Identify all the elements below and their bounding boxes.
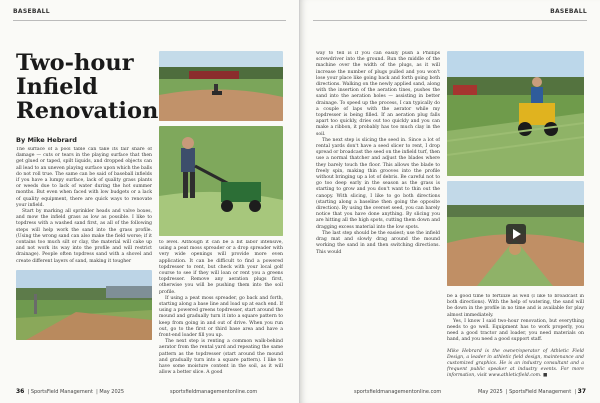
page-number: 37	[577, 388, 586, 395]
photo-push-aerator	[159, 126, 283, 236]
header-rule	[313, 20, 587, 21]
issue-date: May 2025	[477, 389, 503, 395]
paragraph: Start by marking all sprinkler heads and valve boxes, and mow the infield grass as low as possible. I like to topdress with a washed sand first, as all of the following steps will help work the sand into the grass profile. (Using the wrong sand can also make the field worse; if it contains too much silt or clay, the material will cake up and not work its way into the profile and will restrict drainage). People often topdress sand with a shovel and create different layers of sand, making it tougher	[16, 209, 152, 264]
paragraph: The last step should be the easiest; use the infield drag mat and slowly drag around the mound working the sand in and then switching directions. This would	[316, 230, 440, 255]
paragraph: way to tell is if you can easily push a Phillips screwdriver into the ground. Run the middle of the machine over the width of the plugs, as it will increase the number of plugs pulled and you won't lose your place like going back and forth going both directions. Walking on the newly applied sand, along with the insertion of the aeration tines, pushes the sand into the aeration holes — assisting in better drainage. To speed up the process, I can typically do a couple of laps with the aerator while my topdresser is being filled. If an aeration plug falls apart too quickly, dries out too quickly and you can make a ribbon, it probably has too much clay in the soil.	[316, 51, 440, 137]
byline: By Mike Hebrard	[16, 136, 77, 144]
left-column-1	[16, 147, 152, 269]
left-footer: 36 | SportsField Management | May 2025	[16, 388, 125, 395]
page-number: 36	[16, 388, 25, 395]
right-column-1	[316, 51, 440, 387]
footer-url[interactable]: sportsfieldmanagementonline.com	[354, 389, 442, 395]
magazine-title: SportsField Management	[30, 389, 93, 395]
issue-date: May 2025	[99, 389, 125, 395]
article-headline: Two-hour Infield Renovation	[16, 50, 159, 124]
footer-url[interactable]: sportsfieldmanagementonline.com	[170, 389, 258, 395]
end-mark: ■	[542, 373, 548, 379]
photo-infield-renovation	[16, 270, 152, 340]
section-label: BASEBALL	[550, 8, 587, 15]
photo-stadium-aerating	[159, 51, 283, 121]
magazine-title: SportsField Management	[509, 389, 572, 395]
paragraph: be a good time to fertilize as well (I like to broadcast in both directions). With the help of watering, the sand will be down in the profile in no time and is available for play almost immediately.	[447, 294, 584, 318]
paragraph: Yes, I know I said two-hour renovation, but everything needs to go well. Equipment has to work properly, you need a good tractor and loader, you need materials on hand, and you need a good support staff.	[447, 318, 584, 343]
photo-ride-on-topdresser	[447, 51, 584, 176]
right-column-2	[447, 294, 584, 386]
left-column-2	[159, 240, 283, 385]
paragraph: The next step is renting a common walk-behind aerator from the rental yard and repeating the same pattern as the topdresser (start around the mound and gradually turn into a square pattern). I like to have some moisture content in the soil, as it will allow a better slice. A good	[159, 339, 283, 376]
paragraph: The next step is slicing the seed in. Since a lot of rental yards don't have a seed slicer to rent, I drop spread or broadcast the seed on the infield turf, then use a normal thatcher and adjust the blades where they barely touch the floor. This allows the blade to freely spin, making thin grooves into the profile without bringing up a lot of debris. Be careful not to go too deep early in the season as the grass is starting to grow and you don't want to thin out the canopy. With slicing, I like to go both directions (starting along a baseline then going the opposite direction). By using the overset seed, you can barely notice that you have done anything. By slicing you are hitting all the high spots, cutting them down and dragging excess material into the low spots.	[316, 137, 440, 230]
author-bio-text: Mike Hebrard is the owner/operator of Athletic Field Design, a leader in athletic field design, maintenance and customized graphics. He is an industry consultant and a frequent public speaker at industry events. For more information, visit www.athleticfield.com.	[447, 348, 584, 379]
header-rule	[13, 20, 286, 21]
section-label: BASEBALL	[13, 8, 50, 15]
paragraph: to level. Although it can be a bit labor intensive, using a peat moss spreader or a drop spreader with very wide openings will provide more even application. It can be difficult to find a powered topdresser to rent, but check with your local golf course to see if they will loan or rent you a greens topdresser. Remove any aeration plugs first, otherwise you will be pushing them into the soil profile.	[159, 240, 283, 295]
photo-infield-video[interactable]	[447, 181, 584, 286]
paragraph: If using a peat moss spreader, go back and forth, starting along a base line and load up at each end. If using a powered greens topdresser, start around the mound and gradually turn it into a square pattern to keep from going in and out of drive. When you run out, go to the first or third base area and have a front-end loader fill you up.	[159, 295, 283, 339]
author-bio	[447, 349, 584, 380]
right-footer: May 2025 | SportsField Management | 37	[477, 388, 586, 395]
right-page	[300, 0, 600, 403]
play-icon[interactable]	[506, 224, 526, 244]
paragraph: The surface of a pool table can take its fair share of damage — cuts or tears in the playing surface that then get glued or taped, spilt liquids, and dropped objects can all lead to an uneven playing surface upon which the balls do not roll true. The same can be said of baseball infields if you have a lumpy surface, lack of quality grass plants or weeds due to lack of water during the hot summer months. But even when faced with low budgets or a lack of quality equipment, there are quick ways to renovate your infield.	[16, 147, 152, 208]
